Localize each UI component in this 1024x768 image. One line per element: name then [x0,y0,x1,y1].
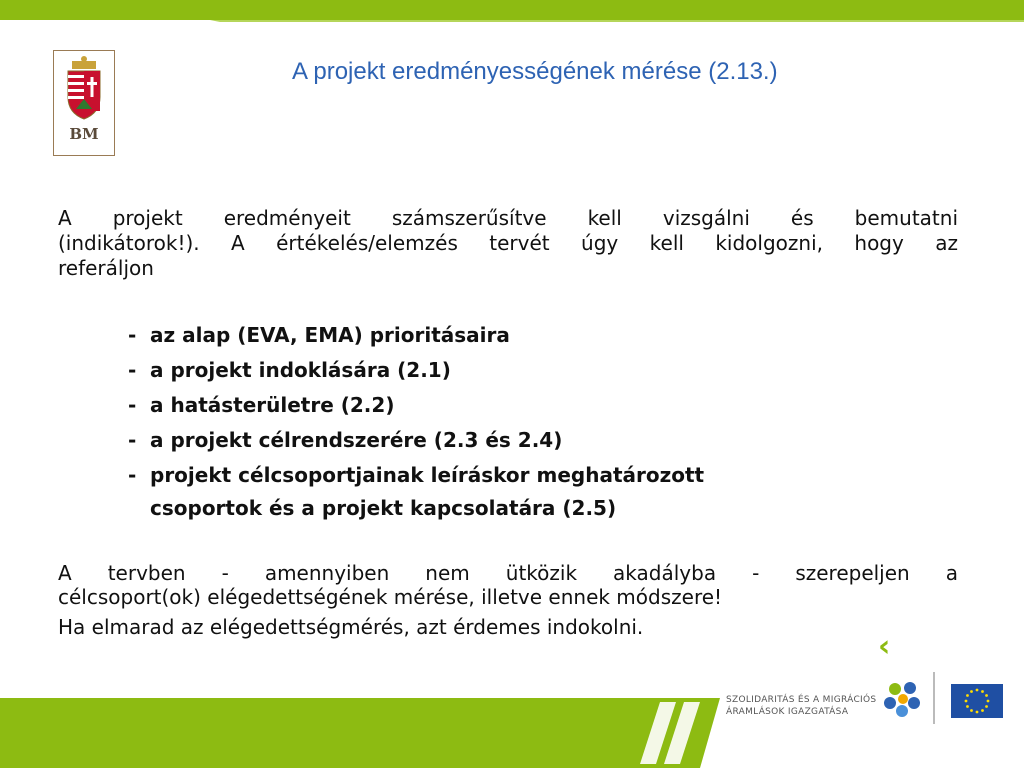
org-name [726,694,876,718]
eu-star [976,689,979,692]
bullet-dash: - [128,463,137,487]
intro-paragraph [58,206,958,281]
bullet-text: a projekt indoklására (2.1) [150,358,451,382]
bullet-text: az alap (EVA, EMA) prioritásaira [150,323,510,347]
coat-of-arms-icon [54,55,114,125]
footer-divider [933,672,935,724]
eu-star [981,709,984,712]
eu-star [985,705,988,708]
eu-star [965,700,968,703]
bullet-dash: - [128,323,137,347]
intro-line: A projekt eredményeit számszerűsítve kell vizsgálni és bemutatni [58,206,958,230]
bullet-text: a hatásterületre (2.2) [150,393,395,417]
logo-text: BM [69,125,99,143]
list-item [128,458,704,493]
bullet-text: csoportok és a projekt kapcsolatára (2.5) [150,496,617,520]
chevron-left-icon: ‹ [878,629,891,664]
outro-line: A tervben - amennyiben nem ütközik akadályba - szerepeljen a [58,561,958,585]
eu-star [985,694,988,697]
eu-flag-icon [951,684,1003,718]
eu-star [970,709,973,712]
eu-star [976,711,979,714]
bullet-continuation [128,491,704,526]
eu-star [981,690,984,693]
eu-star [966,694,969,697]
bullet-dash: - [128,428,137,452]
eu-star [987,700,990,703]
eu-star [970,690,973,693]
coat-of-arms-logo [53,50,115,156]
org-logo-icon [880,676,926,722]
org-name-line: ÁRAMLÁSOK IGAZGATÁSA [726,707,849,717]
bullet-dash: - [128,358,137,382]
bullet-text: projekt célcsoportjainak leíráskor meghatározott [150,463,705,487]
intro-line: (indikátorok!). A értékelés/elemzés tervét úgy kell kidolgozni, hogy az [58,231,958,255]
bullet-list [128,318,704,526]
list-item [128,353,704,388]
list-item [128,388,704,423]
intro-line: referáljon [58,256,154,280]
top-decorative-bar [0,0,1024,36]
outro-line: Ha elmarad az elégedettségmérés, azt érdemes indokolni. [58,615,644,639]
bullet-text: a projekt célrendszerére (2.3 és 2.4) [150,428,563,452]
list-item [128,318,704,353]
page-title: A projekt eredményességének mérése (2.13.) [292,58,778,85]
outro-line: célcsoport(ok) elégedettségének mérése, illetve ennek módszere! [58,585,723,609]
list-item [128,423,704,458]
org-name-line: SZOLIDARITÁS ÉS A MIGRÁCIÓS [726,695,877,705]
eu-star [966,705,969,708]
bullet-dash: - [128,393,137,417]
outro-paragraph [58,561,958,639]
